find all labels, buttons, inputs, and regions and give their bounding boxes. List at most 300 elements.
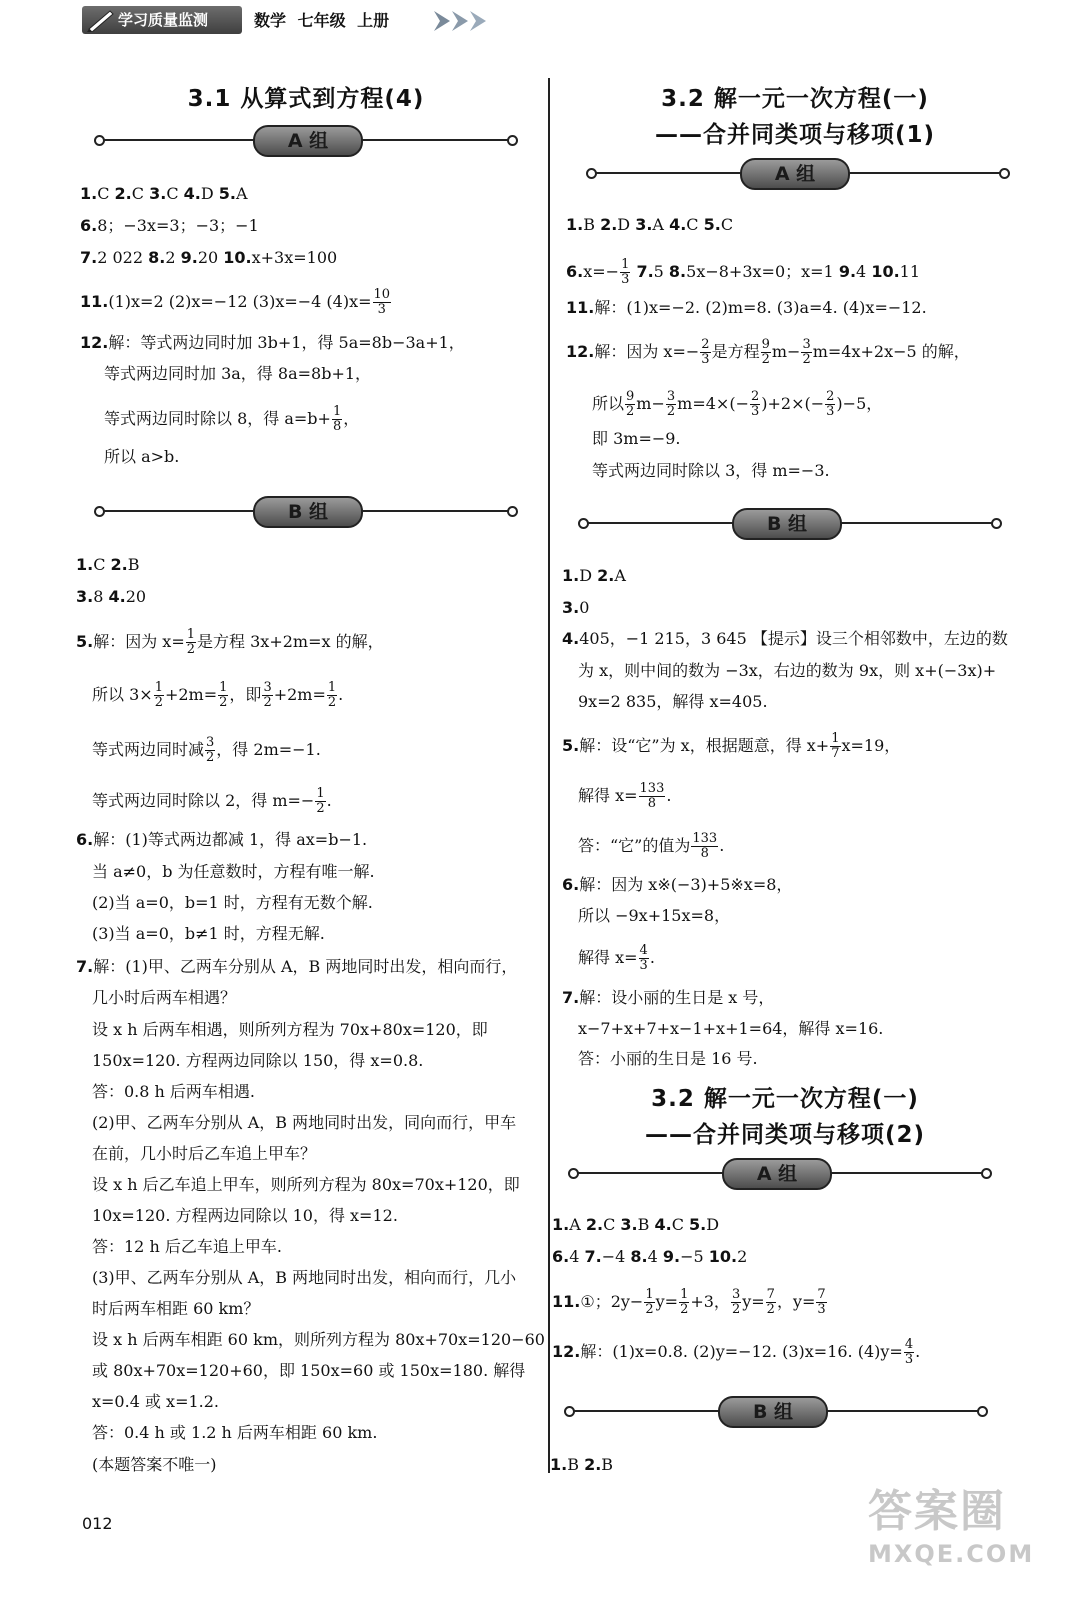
fraction [639, 782, 666, 811]
fraction [218, 681, 228, 710]
answer-text: x=19， [841, 736, 901, 755]
answer-text: 为 x，则中间的数为 −3x，右边的数为 9x，则 x+(−3x)+ [578, 661, 997, 680]
answer-text: 时后两车相距 60 km？ [92, 1299, 260, 1318]
question-number: 8. [630, 1247, 648, 1266]
answer-line [566, 215, 733, 235]
fraction-numerator: 7 [766, 1287, 775, 1302]
fraction [186, 628, 196, 657]
group-b1-label: B 组 [732, 508, 842, 540]
question-number: 5. [689, 1215, 707, 1234]
question-number: 2. [114, 184, 132, 203]
answer-line [578, 906, 730, 926]
answer-line [92, 1051, 423, 1071]
answer-text: 20 [125, 587, 147, 606]
question-number: 6. [80, 216, 98, 235]
answer-text: 设 x h 后两车相遇，则所列方程为 70x+80x=120，即 [92, 1020, 488, 1039]
answer-text: ，y= [776, 1292, 816, 1311]
answer-line [80, 288, 392, 317]
answer-text: B [637, 1215, 655, 1234]
answer-text: 4 [647, 1247, 663, 1266]
answer-text: 解：等式两边同时加 3b+1，得 5a=8b−3a+1， [108, 333, 465, 352]
fraction-numerator: 7 [817, 1287, 826, 1302]
question-number: 2. [585, 1215, 604, 1234]
answer-line [578, 832, 724, 861]
answer-text: ①；2y− [580, 1292, 644, 1311]
answer-line [76, 555, 140, 575]
answer-line [578, 661, 996, 681]
answer-line [92, 681, 343, 710]
question-number: 9. [838, 262, 857, 281]
answer-text: x−7+x+7+x−1+x+1=64，解得 x=16. [578, 1019, 884, 1038]
fraction [679, 1288, 689, 1317]
question-number: 5. [218, 184, 236, 203]
chevron-arrows-icon [432, 9, 502, 33]
answer-line [76, 957, 517, 977]
answer-text: 是方程 [711, 342, 760, 361]
answer-text: (2)甲、乙两车分别从 A，B 两地同时出发，同向而行，甲车 [92, 1113, 517, 1132]
fraction-denominator: 2 [327, 695, 337, 710]
question-number: 1. [566, 215, 584, 234]
answer-line [578, 692, 768, 712]
fraction-denominator: 2 [645, 1302, 654, 1317]
fraction-denominator: 8 [647, 796, 657, 811]
answer-line [92, 1020, 488, 1040]
fraction-numerator: 3 [206, 735, 215, 750]
question-number: 12. [552, 1342, 581, 1361]
answer-text: 答：12 h 后乙车追上甲车. [92, 1237, 282, 1256]
answer-line [104, 447, 179, 467]
running-header [82, 6, 502, 36]
answer-text: B [583, 215, 601, 234]
group-b2-divider [566, 1396, 986, 1426]
answer-text: 所以 a>b. [104, 447, 180, 466]
question-number: 8. [668, 262, 687, 281]
answer-line [92, 1423, 377, 1443]
answer-text: A [614, 566, 626, 585]
group-b1-divider [580, 508, 1000, 538]
question-number: 11. [80, 292, 109, 311]
question-number: 2. [110, 555, 128, 574]
answer-text: 405，−1 215，3 645 【提示】设三个相邻数中，左边的数 [579, 629, 1008, 648]
answer-text: 2 022 [97, 248, 149, 267]
answer-line [562, 566, 626, 586]
question-number: 11. [566, 298, 595, 317]
answer-line [92, 1268, 516, 1288]
question-number: 6. [566, 262, 584, 281]
fraction-denominator: 8 [332, 419, 342, 434]
fraction-denominator: 7 [831, 746, 840, 761]
answer-text: m=4×(− [677, 394, 749, 413]
answer-line [92, 1299, 259, 1319]
question-number: 5. [76, 632, 94, 651]
answer-text: . [326, 791, 332, 810]
question-number: 9. [180, 248, 198, 267]
fraction-denominator: 2 [802, 352, 811, 367]
question-number: 4. [669, 215, 687, 234]
group-a1-divider [588, 158, 1008, 188]
question-number: 2. [597, 566, 615, 585]
answer-line [92, 1175, 520, 1195]
fraction-denominator: 2 [263, 695, 272, 710]
answer-line [104, 364, 371, 384]
answer-line [92, 1144, 316, 1164]
answer-line [566, 258, 920, 287]
question-number: 4. [183, 184, 201, 203]
answer-line [92, 924, 325, 944]
answer-text: −4 [601, 1247, 631, 1266]
fraction [766, 1288, 776, 1317]
answer-text: 设 x h 后乙车追上甲车，则所列方程为 80x=70x+120，即 [92, 1175, 520, 1194]
answer-text: 几小时后两车相遇？ [92, 988, 237, 1007]
answer-line [92, 736, 321, 765]
answer-line [550, 1455, 613, 1475]
book-info: 数学 七年级 上册 [254, 11, 390, 30]
watermark-logo-text: 答案圈 [868, 1486, 1006, 1537]
answer-text: )−5， [836, 394, 883, 413]
fraction-denominator: 3 [826, 404, 835, 419]
answer-text: x=0.4 或 x=1.2. [92, 1392, 220, 1411]
fraction [691, 832, 718, 861]
question-number: 4. [654, 1215, 672, 1234]
pen-icon [86, 8, 116, 32]
answer-text: C [131, 184, 150, 203]
fraction-denominator: 2 [761, 352, 770, 367]
answer-text: (3)当 a=0，b≠1 时，方程无解. [92, 924, 325, 943]
fraction-denominator: 2 [766, 1302, 775, 1317]
question-number: 4. [108, 587, 126, 606]
answer-text: 是方程 3x+2m=x 的解， [197, 632, 384, 651]
answer-line [562, 598, 589, 618]
question-number: 5. [562, 736, 580, 755]
site-watermark [868, 1484, 1035, 1584]
answer-text: ， [343, 409, 360, 428]
answer-line [566, 338, 970, 367]
answer-text: D [579, 566, 598, 585]
group-a-divider [96, 125, 516, 155]
answer-line [92, 862, 375, 882]
answer-text: A [652, 215, 670, 234]
fraction-denominator: 2 [680, 1302, 689, 1317]
answer-text: 9x=2 835，解得 x=405. [578, 692, 768, 711]
fraction [644, 1288, 654, 1317]
answer-text: 在前，几小时后乙车追上甲车？ [92, 1144, 317, 1163]
answer-text: C [603, 1215, 621, 1234]
answer-text: 答：0.4 h 或 1.2 h 后两车相距 60 km. [92, 1423, 378, 1442]
answer-text: 答：“它”的值为 [578, 836, 691, 855]
question-number: 10. [871, 262, 900, 281]
answer-text: +2m= [273, 685, 326, 704]
question-number: 2. [600, 215, 618, 234]
fraction-numerator: 133 [692, 831, 718, 846]
fraction-numerator: 1 [186, 627, 196, 642]
answer-line [76, 628, 384, 657]
question-number: 7. [584, 1247, 602, 1266]
answer-line [578, 1019, 883, 1039]
answer-line [92, 893, 373, 913]
answer-line [552, 1215, 719, 1235]
fraction-denominator: 3 [817, 1302, 826, 1317]
section-title-3-1-4: 3.1 从算式到方程(4) [187, 86, 425, 112]
answer-text: 8；−3x=3；−3；−1 [97, 216, 259, 235]
answer-text: 10x=120. 方程两边同除以 10，得 x=12. [92, 1206, 398, 1225]
fraction [373, 288, 392, 317]
fraction-numerator: 1 [327, 680, 337, 695]
answer-text: 等式两边同时加 3a，得 8a=8b+1， [104, 364, 372, 383]
group-a2-label: A 组 [722, 1158, 832, 1190]
fraction [825, 390, 835, 419]
answer-text: 解：设“它”为 x，根据题意，得 x+ [579, 736, 830, 755]
fraction-numerator: 3 [666, 389, 676, 404]
question-number: 7. [562, 988, 580, 1007]
answer-text: 等式两边同时除以 3，得 m=−3. [592, 461, 830, 480]
answer-line [566, 298, 927, 318]
answer-text: 即 3m=−9. [592, 429, 681, 448]
fraction [750, 390, 760, 419]
answer-text: m− [771, 342, 801, 361]
fraction-numerator: 2 [826, 389, 835, 404]
answer-line [76, 587, 146, 607]
answer-text: y= [655, 1292, 679, 1311]
answer-line [92, 1206, 398, 1226]
section-subtitle-1: ——合并同类项与移项(1) [654, 122, 936, 148]
question-number: 2. [584, 1455, 602, 1474]
answer-text: C [97, 184, 115, 203]
question-number: 3. [76, 587, 94, 606]
fraction-denominator: 3 [377, 302, 386, 317]
answer-text: x+3x=100 [251, 248, 338, 267]
answer-text: ，得 2m=−1. [216, 740, 321, 759]
question-number: 3. [149, 184, 167, 203]
answer-text: (1)x=2 (2)x=−12 (3)x=−4 (4)x= [108, 292, 372, 311]
answer-text: 等式两边同时除以 2，得 m=− [92, 791, 315, 810]
fraction-denominator: 2 [219, 695, 228, 710]
answer-line [578, 944, 655, 973]
fraction [262, 681, 272, 710]
answer-line [552, 1338, 920, 1367]
fraction-numerator: 1 [680, 1287, 689, 1302]
fraction-numerator: 3 [802, 337, 811, 352]
fraction [315, 787, 325, 816]
fraction-numerator: 1 [332, 404, 342, 419]
fraction-denominator: 3 [750, 404, 760, 419]
answer-text: . [719, 836, 725, 855]
question-number: 3. [635, 215, 653, 234]
answer-text: A [236, 184, 248, 203]
answer-text: 当 a≠0，b 为任意数时，方程有唯一解. [92, 862, 375, 881]
question-number: 12. [80, 333, 109, 352]
fraction-denominator: 8 [700, 846, 709, 861]
fraction-denominator: 2 [186, 642, 196, 657]
question-number: 5. [703, 215, 721, 234]
answer-text: 4 [569, 1247, 585, 1266]
fraction [761, 338, 771, 367]
answer-text: 2 [165, 248, 181, 267]
answer-line [92, 1113, 516, 1133]
fraction-numerator: 9 [626, 389, 635, 404]
question-number: 3. [562, 598, 580, 617]
question-number: 7. [636, 262, 654, 281]
fraction [830, 732, 840, 761]
question-number: 1. [76, 555, 94, 574]
answer-text: . [666, 786, 672, 805]
answer-text: 5 [653, 262, 669, 281]
answer-line [92, 1330, 545, 1350]
question-number: 1. [552, 1215, 570, 1234]
answer-text: 8 [93, 587, 109, 606]
question-number: 1. [80, 184, 98, 203]
section-subtitle-2: ——合并同类项与移项(2) [644, 1122, 926, 1148]
fraction-numerator: 2 [750, 389, 760, 404]
question-number: 7. [80, 248, 98, 267]
answer-text: . [338, 685, 344, 704]
question-number: 1. [562, 566, 580, 585]
fraction-denominator: 2 [731, 1302, 741, 1317]
answer-line [92, 1237, 282, 1257]
group-a1-label: A 组 [740, 158, 850, 190]
answer-text: 所以 −9x+15x=8， [578, 906, 731, 925]
answer-line [562, 988, 774, 1008]
answer-text: +3， [690, 1292, 730, 1311]
answer-text: 等式两边同时减 [92, 740, 205, 759]
answer-text: 11 [899, 262, 921, 281]
answer-text: +2m= [164, 685, 218, 704]
fraction-denominator: 3 [621, 272, 630, 287]
answer-text: 20 [197, 248, 224, 267]
answer-text: C [93, 555, 111, 574]
answer-line [562, 629, 1008, 649]
fraction-denominator: 3 [639, 958, 648, 973]
answer-text: 解：因为 x= [93, 632, 185, 651]
fraction-numerator: 1 [219, 680, 228, 695]
answer-line [80, 333, 465, 353]
answer-line [92, 1361, 525, 1381]
question-number: 6. [562, 875, 580, 894]
answer-text: 解得 x= [578, 948, 638, 967]
question-number: 10. [223, 248, 252, 267]
answer-text: . [915, 1342, 921, 1361]
answer-text: C [686, 215, 704, 234]
answer-text: D [200, 184, 219, 203]
question-number: 1. [550, 1455, 568, 1474]
fraction-numerator: 4 [904, 1337, 914, 1352]
fraction-denominator: 2 [316, 801, 325, 816]
answer-text: 或 80x+70x=120+60，即 150x=60 或 150x=180. 解得 [92, 1361, 526, 1380]
question-number: 9. [662, 1247, 681, 1266]
fraction-denominator: 3 [701, 352, 710, 367]
answer-text: 解：(1)等式两边都减 1，得 ax=b−1. [93, 830, 368, 849]
question-number: 10. [708, 1247, 738, 1266]
answer-line [104, 405, 359, 434]
answer-text: 所以 [592, 394, 625, 413]
answer-text: m=4x+2x−5 的解， [812, 342, 970, 361]
answer-text: x=− [583, 262, 620, 281]
fraction-numerator: 4 [639, 943, 648, 958]
fraction-denominator: 2 [154, 695, 163, 710]
answer-line [578, 782, 671, 811]
answer-line [592, 390, 882, 419]
page-number: 012 [82, 1514, 113, 1533]
fraction [327, 681, 337, 710]
answer-line [92, 787, 332, 816]
answer-text: 4 [856, 262, 872, 281]
answer-text: (3)甲、乙两车分别从 A，B 两地同时出发，相向而行，几小 [92, 1268, 517, 1287]
answer-text: . [649, 948, 655, 967]
fraction-numerator: 9 [761, 337, 770, 352]
fraction [666, 390, 676, 419]
fraction-numerator: 1 [154, 680, 163, 695]
fraction-numerator: 3 [731, 1287, 741, 1302]
answer-line [578, 1049, 758, 1069]
answer-line [552, 1288, 828, 1317]
answer-line [92, 1082, 255, 1102]
answer-text: C [671, 1215, 690, 1234]
group-b-divider [96, 496, 516, 526]
answer-text: (2)当 a=0，b=1 时，方程有无数个解. [92, 893, 373, 912]
fraction-numerator: 133 [639, 781, 665, 796]
answer-line [80, 248, 337, 268]
answer-text: ，即 [229, 685, 262, 704]
answer-text: 解：(1)x=−2. (2)m=8. (3)a=4. (4)x=−12. [594, 298, 927, 317]
answer-text: D [706, 1215, 720, 1234]
answer-text: 解：(1)x=0.8. (2)y=−12. (3)x=16. (4)y= [580, 1342, 903, 1361]
question-number: 6. [76, 830, 94, 849]
fraction [816, 1288, 826, 1317]
column-divider [548, 78, 550, 1473]
question-number: 12. [566, 342, 595, 361]
answer-text: m− [636, 394, 665, 413]
answer-text: 解：(1)甲、乙两车分别从 A，B 两地同时出发，相向而行， [93, 957, 518, 976]
answer-line [76, 830, 367, 850]
answer-text: 150x=120. 方程两边同除以 150，得 x=0.8. [92, 1051, 424, 1070]
answer-line [80, 216, 259, 236]
fraction [639, 944, 649, 973]
fraction [620, 258, 630, 287]
answer-text: 答：0.8 h 后两车相遇. [92, 1082, 256, 1101]
question-number: 6. [552, 1247, 570, 1266]
series-badge: 学习质量监测 [82, 6, 242, 34]
fraction-numerator: 1 [831, 731, 840, 746]
answer-text: D [617, 215, 636, 234]
group-a-label: A 组 [253, 125, 363, 157]
watermark-url: MXQE.COM [868, 1540, 1035, 1568]
fraction [801, 338, 811, 367]
fraction-denominator: 3 [904, 1352, 914, 1367]
question-number: 8. [148, 248, 166, 267]
answer-text: B [127, 555, 140, 574]
answer-text: 2 [737, 1247, 748, 1266]
answer-text: C [166, 184, 184, 203]
fraction-numerator: 10 [373, 287, 391, 302]
answer-text: A [569, 1215, 586, 1234]
answer-line [592, 461, 830, 481]
fraction-numerator: 1 [645, 1287, 654, 1302]
answer-text: )+2×(− [761, 394, 825, 413]
fraction-denominator: 2 [666, 404, 676, 419]
answer-text: 解得 x= [578, 786, 638, 805]
fraction-denominator: 2 [206, 750, 215, 765]
answer-text: 解：因为 x=− [594, 342, 700, 361]
answer-text: C [720, 215, 734, 234]
answer-text: 5x−8+3x=0；x=1 [686, 262, 839, 281]
answer-text: (本题答案不唯一) [92, 1455, 217, 1474]
fraction [904, 1338, 914, 1367]
answer-line [92, 988, 236, 1008]
fraction [731, 1288, 741, 1317]
section-title-3-2-a: 3.2 解一元一次方程(一) [661, 86, 929, 112]
answer-text: 答：小丽的生日是 16 号. [578, 1049, 758, 1068]
answer-line [80, 184, 248, 204]
answer-text: 等式两边同时除以 8，得 a=b+ [104, 409, 331, 428]
